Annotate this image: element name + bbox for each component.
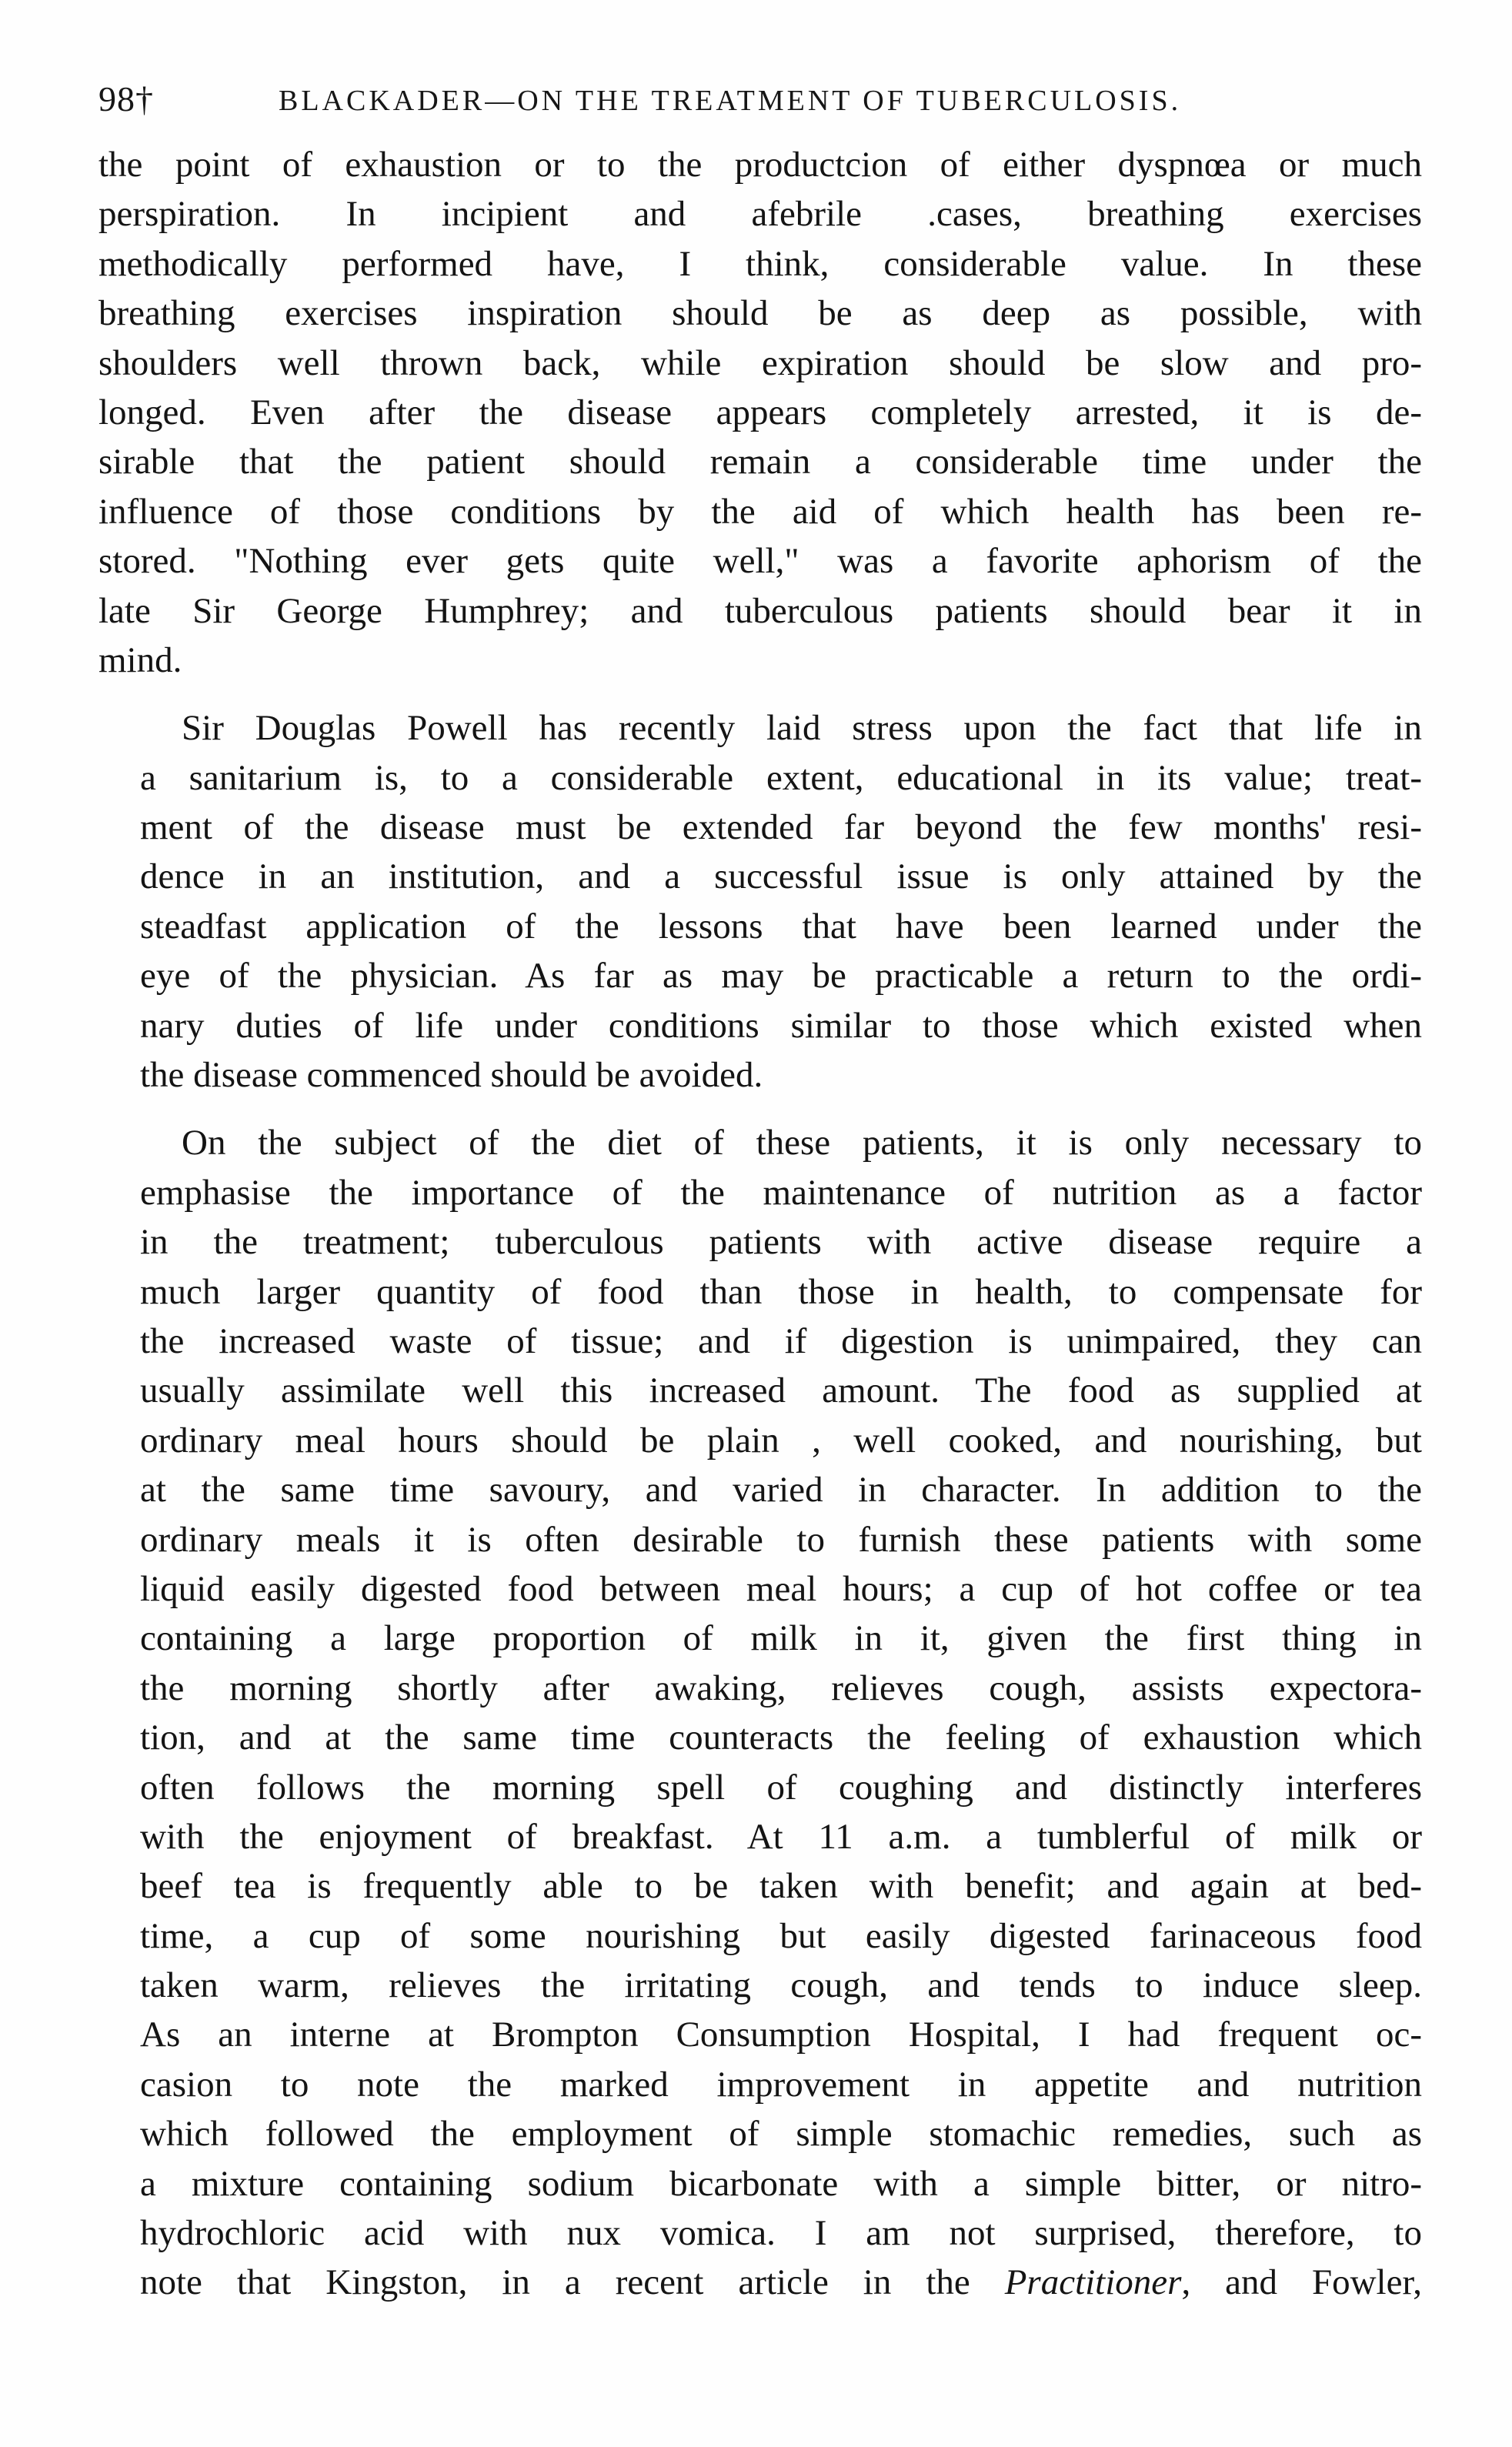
text-line: perspiration. In incipient and afebrile .cases, breathing exercises: [98, 194, 1422, 235]
text-line: the morning shortly after awaking, relieves cough, assists expectora-: [140, 1667, 1422, 1708]
paragraph-1: [98, 140, 1422, 685]
text-line: a sanitarium is, to a considerable extent, educational in its value; treat-: [140, 757, 1422, 798]
text-line: methodically performed have, I think, considerable value. In these: [98, 243, 1422, 284]
paragraph-3: [98, 1118, 1422, 2307]
text-line: nary duties of life under conditions similar to those which existed when: [140, 1005, 1422, 1046]
text-line: ordinary meals it is often desirable to furnish these patients with some: [140, 1519, 1422, 1560]
text-line: beef tea is frequently able to be taken with benefit; and again at bed-: [140, 1866, 1422, 1907]
text-segment: note that Kingston, in a recent article in the: [140, 2262, 1005, 2303]
text-line: As an interne at Brompton Consumption Hospital, I had frequent oc-: [140, 2015, 1422, 2055]
text-line: ment of the disease must be extended far beyond the few months' resi-: [140, 807, 1422, 848]
text-line-final: [98, 2258, 1422, 2307]
text-line: stored. "Nothing ever gets quite well," was a favorite aphorism of the: [98, 541, 1422, 582]
text-line: with the enjoyment of breakfast. At 11 a.m. a tumblerful of milk or: [140, 1816, 1422, 1857]
page-number: 98†: [98, 79, 154, 119]
text-line: the increased waste of tissue; and if digestion is unimpaired, they can: [140, 1320, 1422, 1361]
running-title: BLACKADER—ON THE TREATMENT OF TUBERCULOSIS.: [279, 85, 1182, 117]
text-line: mind.: [98, 639, 182, 680]
text-segment: , and Fowler,: [1181, 2262, 1422, 2303]
text-line: at the same time savoury, and varied in character. In addition to the: [140, 1470, 1422, 1511]
text-line: longed. Even after the disease appears completely arrested, it is de-: [98, 392, 1422, 432]
text-line: liquid easily digested food between meal hours; a cup of hot coffee or tea: [140, 1568, 1422, 1609]
text-line: Sir Douglas Powell has recently laid stress upon the fact that life in: [182, 708, 1422, 749]
text-line: taken warm, relieves the irritating cough, and tends to induce sleep.: [140, 1965, 1422, 2006]
text-line: the disease commenced should be avoided.: [140, 1055, 763, 1096]
text-line: often follows the morning spell of coughing and distinctly interferes: [140, 1767, 1422, 1808]
text-line: On the subject of the diet of these patients, it is only necessary to: [182, 1123, 1422, 1163]
text-line: breathing exercises inspiration should be as deep as possible, with: [98, 293, 1422, 334]
text-line: dence in an institution, and a successful issue is only attained by the: [140, 856, 1422, 897]
text-line: steadfast application of the lessons that have been learned under the: [140, 906, 1422, 946]
text-line: emphasise the importance of the maintenance of nutrition as a factor: [140, 1172, 1422, 1213]
text-line: ordinary meal hours should be plain , well cooked, and nourishing, but: [140, 1420, 1422, 1461]
text-line: casion to note the marked improvement in appetite and nutrition: [140, 2064, 1422, 2105]
paragraph-2: [98, 703, 1422, 1100]
text-line: the point of exhaustion or to the productcion of either dyspnœa or much: [98, 145, 1422, 185]
text-line: influence of those conditions by the aid of which health has been re-: [98, 491, 1422, 532]
text-line: eye of the physician. As far as may be practicable a return to the ordi-: [140, 956, 1422, 996]
text-line: which followed the employment of simple stomachic remedies, such as: [140, 2114, 1422, 2155]
text-line: containing a large proportion of milk in it, given the first thing in: [140, 1618, 1422, 1659]
text-line: much larger quantity of food than those in health, to compensate for: [140, 1271, 1422, 1312]
body-text: [98, 140, 1422, 2308]
journal-title: Practitioner: [1004, 2262, 1182, 2303]
text-line: time, a cup of some nourishing but easily digested farinaceous food: [140, 1915, 1422, 1956]
text-line: in the treatment; tuberculous patients with active disease require a: [140, 1222, 1422, 1263]
text-line: hydrochloric acid with nux vomica. I am not surprised, therefore, to: [140, 2213, 1422, 2254]
text-line: usually assimilate well this increased amount. The food as supplied at: [140, 1370, 1422, 1411]
text-line: a mixture containing sodium bicarbonate with a simple bitter, or nitro-: [140, 2163, 1422, 2204]
text-line: tion, and at the same time counteracts the feeling of exhaustion which: [140, 1718, 1422, 1758]
text-line: late Sir George Humphrey; and tuberculous patients should bear it in: [98, 590, 1422, 631]
text-line: sirable that the patient should remain a considerable time under the: [98, 442, 1422, 482]
running-header: [98, 72, 1422, 126]
text-line: shoulders well thrown back, while expiration should be slow and pro-: [98, 342, 1422, 383]
